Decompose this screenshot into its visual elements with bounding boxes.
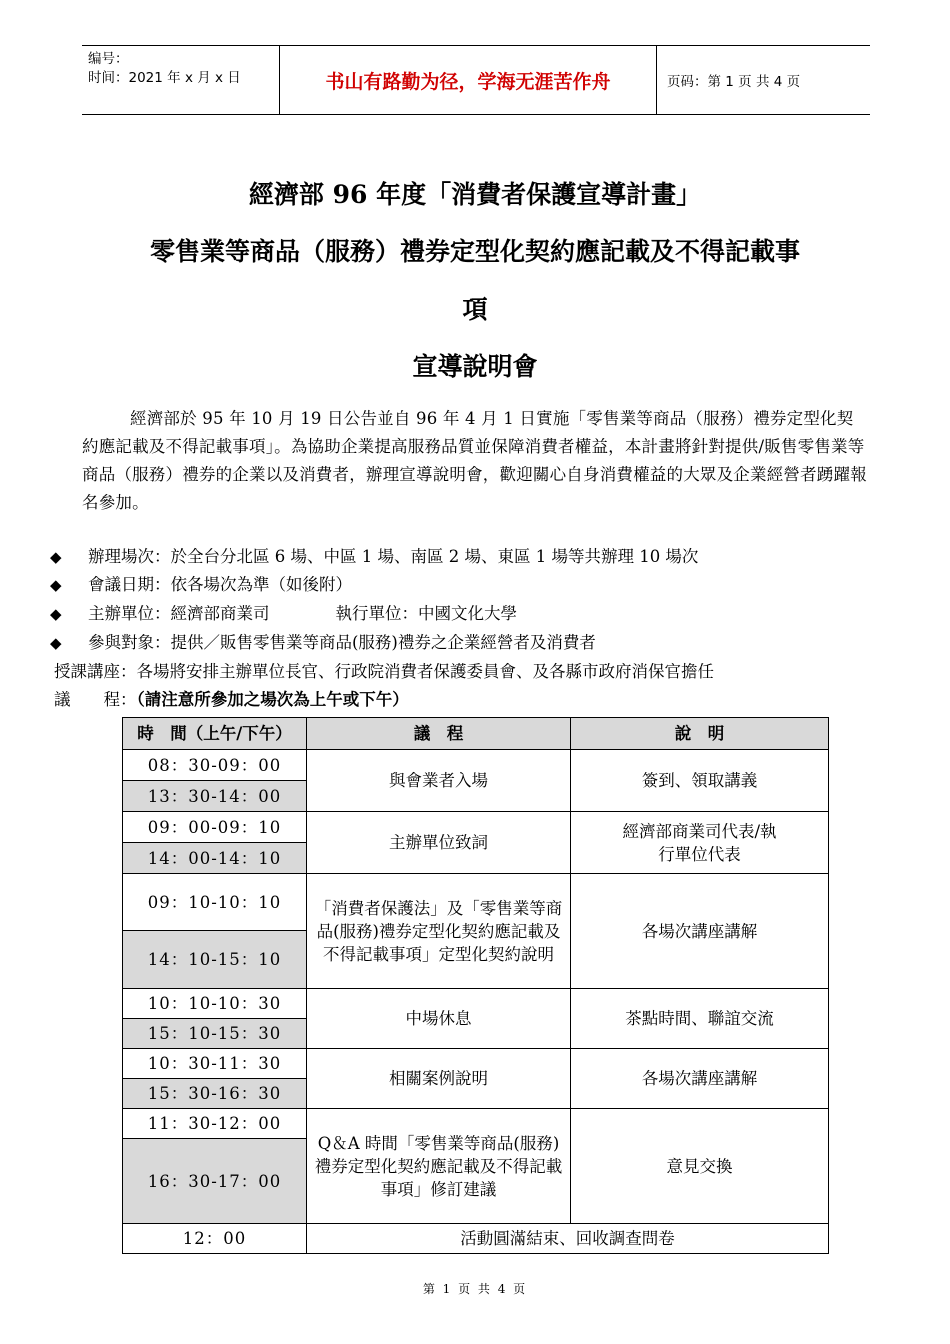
table-row: [123, 750, 829, 781]
time-pm: 14：00-14：10: [123, 843, 307, 874]
table-row: [123, 874, 829, 931]
header-description: 說 明: [571, 718, 829, 750]
header-agenda: 議 程: [307, 718, 571, 750]
agenda-item: Q＆A 時間「零售業等商品(服務)禮券定型化契約應記載及不得記載事項」修訂建議: [307, 1109, 571, 1224]
agenda-table: [122, 717, 829, 1254]
title-line-2: 零售業等商品（服務）禮券定型化契約應記載及不得記載事: [149, 237, 800, 266]
table-row: [123, 1049, 829, 1079]
agenda-label: 議 程：: [54, 690, 137, 709]
bullet-item: ◆ 辦理場次：於全台分北區 6 場、中區 1 場、南區 2 場、東區 1 場等共辦理 10 場次: [50, 545, 698, 569]
time-am: 10：30-11：30: [123, 1049, 307, 1079]
agenda-desc: 意見交換: [571, 1109, 829, 1224]
agenda-item: 「消費者保護法」及「零售業等商品(服務)禮券定型化契約應記載及不得記載事項」定型化契約說明: [307, 874, 571, 989]
time-pm: 14：10-15：10: [123, 931, 307, 989]
diamond-bullet-icon: ◆: [50, 634, 62, 652]
agenda-desc: 經濟部商業司代表/執行單位代表: [571, 812, 829, 874]
header-page-info: 页码：第 1 页 共 4 页: [667, 74, 801, 90]
title-line-4: 宣導說明會: [412, 352, 538, 381]
bullet-item: ◆ 參與對象：提供／販售零售業等商品(服務)禮券之企業經營者及消費者: [50, 631, 596, 655]
time-pm: 15：10-15：30: [123, 1019, 307, 1049]
time-am: 10：10-10：30: [123, 989, 307, 1019]
time-am: 11：30-12：00: [123, 1109, 307, 1139]
table-row: [123, 989, 829, 1019]
agenda-desc: 各場次講座講解: [571, 1049, 829, 1109]
closing-text: 活動圓滿結束、回收調查問卷: [307, 1224, 829, 1254]
bullet-item: ◆ 會議日期：依各場次為準（如後附）: [50, 573, 352, 597]
agenda-item: 與會業者入場: [307, 750, 571, 812]
agenda-desc: 簽到、領取講義: [571, 750, 829, 812]
time-am: 09：10-10：10: [123, 874, 307, 931]
title-line-3: 項: [462, 295, 488, 324]
title-line-1: 經濟部 96 年度「消費者保護宣導計畫」: [248, 180, 702, 209]
time-pm: 15：30-16：30: [123, 1079, 307, 1109]
agenda-item: 主辦單位致詞: [307, 812, 571, 874]
time-am: 08：30-09：00: [123, 750, 307, 781]
agenda-desc: 茶點時間、聯誼交流: [571, 989, 829, 1049]
table-row: [123, 1109, 829, 1139]
agenda-note: （請注意所參加之場次為上午或下午）: [136, 690, 409, 709]
time-pm: 13：30-14：00: [123, 781, 307, 812]
diamond-bullet-icon: ◆: [50, 576, 62, 594]
speakers-line: 授課講座：各場將安排主辦單位長官、行政院消費者保護委員會、及各縣市政府消保官擔任: [54, 662, 714, 681]
page-footer: 第 1 页 共 4 页: [422, 1282, 528, 1296]
agenda-item: 中場休息: [307, 989, 571, 1049]
header-time: 時 間（上午/下午）: [123, 718, 307, 750]
time-pm: 16：30-17：00: [123, 1139, 307, 1224]
diamond-bullet-icon: ◆: [50, 548, 62, 566]
header-meta: [82, 46, 280, 114]
diamond-bullet-icon: ◆: [50, 605, 62, 623]
number-label: 编号：: [88, 51, 129, 67]
time-am: 09：00-09：10: [123, 812, 307, 843]
agenda-item: 相關案例說明: [307, 1049, 571, 1109]
time-label: 时间：2021 年 x 月 x 日: [88, 70, 241, 86]
table-row: [123, 1224, 829, 1254]
table-header-row: [123, 718, 829, 750]
closing-time: 12：00: [123, 1224, 307, 1254]
intro-paragraph: 經濟部於 95 年 10 月 19 日公告並自 96 年 4 月 1 日實施「零售業等商品（服務）禮券定型化契約應記載及不得記載事項」。為協助企業提高服務品質並保障消費者權益，本計畫將針對提供/販售零售業等商品（服務）禮券的企業以及消費者，辦理宣導說明會，歡迎關心自身消費權益的大眾及企業經營者踴躍報名參加。: [82, 409, 867, 512]
page-header: [82, 45, 870, 115]
table-row: [123, 812, 829, 843]
bullet-item: ◆ 主辦單位：經濟部商業司 執行單位：中國文化大學: [50, 602, 517, 626]
header-motto: 书山有路勤为径，学海无涯苦作舟: [280, 46, 657, 114]
agenda-line: [54, 688, 409, 712]
agenda-desc: 各場次講座講解: [571, 874, 829, 989]
